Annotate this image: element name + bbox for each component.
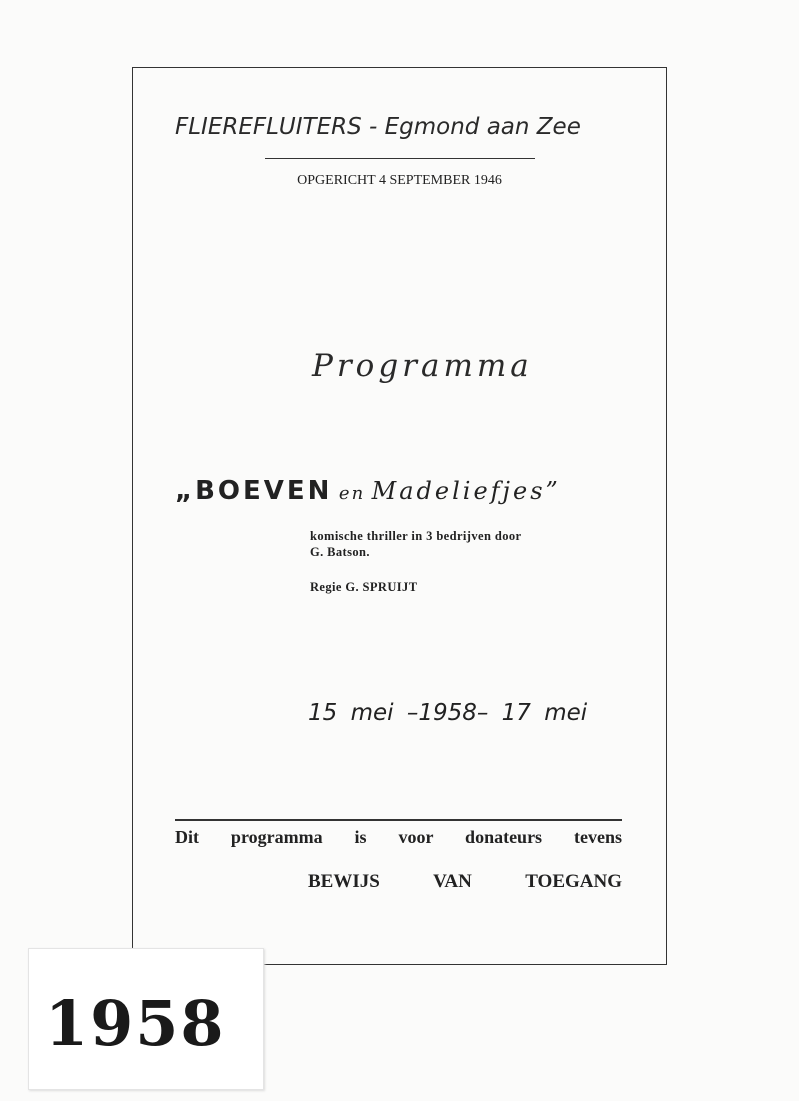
- play-director: Regie G. SPRUIJT: [310, 580, 418, 594]
- title-divider: [265, 158, 535, 159]
- play-description: komische thriller in 3 bedrijven door: [310, 529, 522, 543]
- performance-dates: 15 mei –1958– 17 mei: [308, 700, 588, 726]
- founded-date: OPGERICHT 4 SEPTEMBER 1946: [297, 173, 502, 188]
- year-label-text: 1958: [45, 987, 226, 1060]
- program-heading: Programma: [312, 348, 533, 384]
- play-title-en: en: [338, 483, 366, 504]
- admission-pass: BEWIJS VAN TOEGANG: [308, 871, 622, 892]
- play-title-script: Madeliefjes: [371, 477, 546, 505]
- donor-note: Dit programma is voor donateurs tevens: [175, 827, 622, 847]
- play-author: G. Batson.: [310, 545, 370, 559]
- footer-divider: [175, 819, 622, 821]
- club-title: FLIEREFLUITERS - Egmond aan Zee: [175, 114, 581, 140]
- year-label: [28, 948, 264, 1090]
- close-quote: ”: [545, 477, 561, 505]
- play-title: [175, 476, 561, 506]
- open-quote: „: [175, 476, 196, 506]
- play-title-bold: BOEVEN: [195, 476, 333, 506]
